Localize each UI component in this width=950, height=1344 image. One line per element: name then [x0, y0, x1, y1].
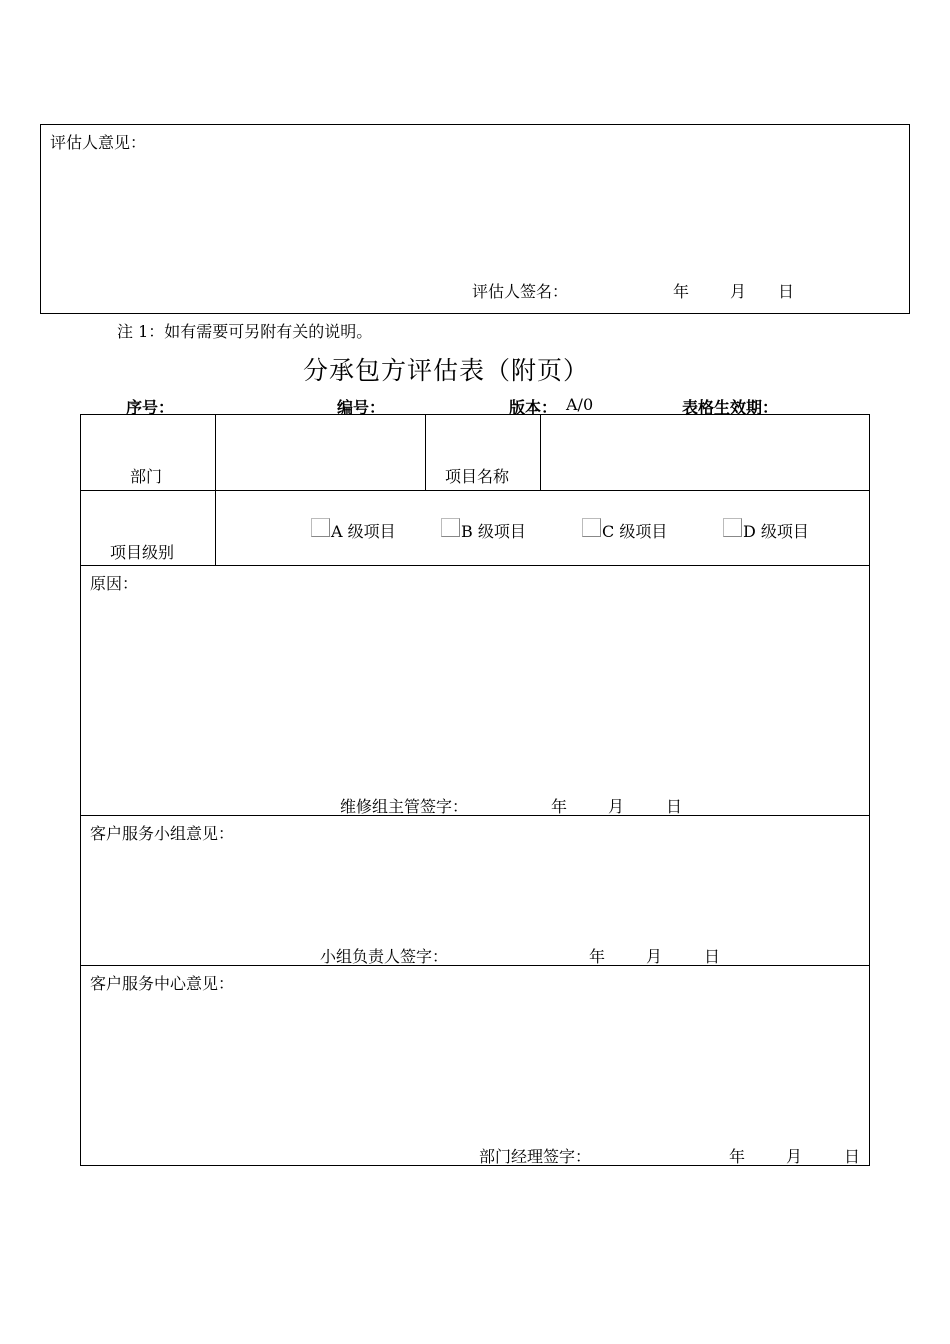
- group-year-label: 年: [589, 947, 606, 966]
- service-center-opinion-field[interactable]: [90, 994, 860, 1134]
- reason-month-label: 月: [608, 797, 625, 816]
- evaluator-opinion-label: 评估人意见：: [50, 133, 147, 152]
- level-d-label: D 级项目: [743, 522, 809, 541]
- center-year-label: 年: [729, 1147, 746, 1166]
- serial-label: 序号：: [126, 398, 175, 417]
- level-b-checkbox[interactable]: [441, 518, 460, 537]
- level-d-checkbox[interactable]: [723, 518, 742, 537]
- evaluator-day-label: 日: [778, 282, 795, 301]
- evaluator-signature-label: 评估人签名：: [472, 282, 569, 301]
- department-field[interactable]: [216, 415, 424, 489]
- supervisor-signature-label: 维修组主管签字：: [340, 797, 469, 816]
- project-level-label: 项目级别: [110, 543, 175, 562]
- row-divider: [80, 965, 870, 966]
- service-group-opinion-field[interactable]: [90, 844, 860, 936]
- reason-day-label: 日: [666, 797, 683, 816]
- level-c-label: C 级项目: [602, 522, 668, 541]
- level-a-label: A 级项目: [331, 522, 396, 541]
- service-group-opinion-label: 客户服务小组意见：: [90, 824, 235, 843]
- reason-field[interactable]: [90, 594, 860, 786]
- department-label: 部门: [130, 467, 163, 486]
- version-value: A/0: [566, 395, 594, 414]
- reason-label: 原因：: [90, 574, 139, 593]
- effective-date-label: 表格生效期：: [682, 398, 779, 417]
- manager-signature-label: 部门经理签字：: [479, 1147, 592, 1166]
- column-divider: [425, 414, 426, 490]
- row-divider: [80, 815, 870, 816]
- evaluator-month-label: 月: [730, 282, 747, 301]
- row-divider: [80, 490, 870, 491]
- number-label: 编号：: [337, 398, 386, 417]
- group-leader-signature-label: 小组负责人签字：: [320, 947, 449, 966]
- group-month-label: 月: [646, 947, 663, 966]
- level-b-label: B 级项目: [461, 522, 526, 541]
- evaluator-year-label: 年: [673, 282, 690, 301]
- center-month-label: 月: [786, 1147, 803, 1166]
- row-divider: [80, 565, 870, 566]
- form-title: 分承包方评估表（附页）: [303, 356, 590, 385]
- version-label: 版本：: [509, 398, 558, 417]
- reason-year-label: 年: [551, 797, 568, 816]
- group-day-label: 日: [704, 947, 721, 966]
- project-name-label: 项目名称: [445, 467, 510, 486]
- project-name-field[interactable]: [541, 415, 869, 489]
- level-c-checkbox[interactable]: [582, 518, 601, 537]
- service-center-opinion-label: 客户服务中心意见：: [90, 974, 235, 993]
- center-day-label: 日: [844, 1147, 861, 1166]
- level-a-checkbox[interactable]: [311, 518, 330, 537]
- note-text: 注 1：如有需要可另附有关的说明。: [117, 322, 373, 341]
